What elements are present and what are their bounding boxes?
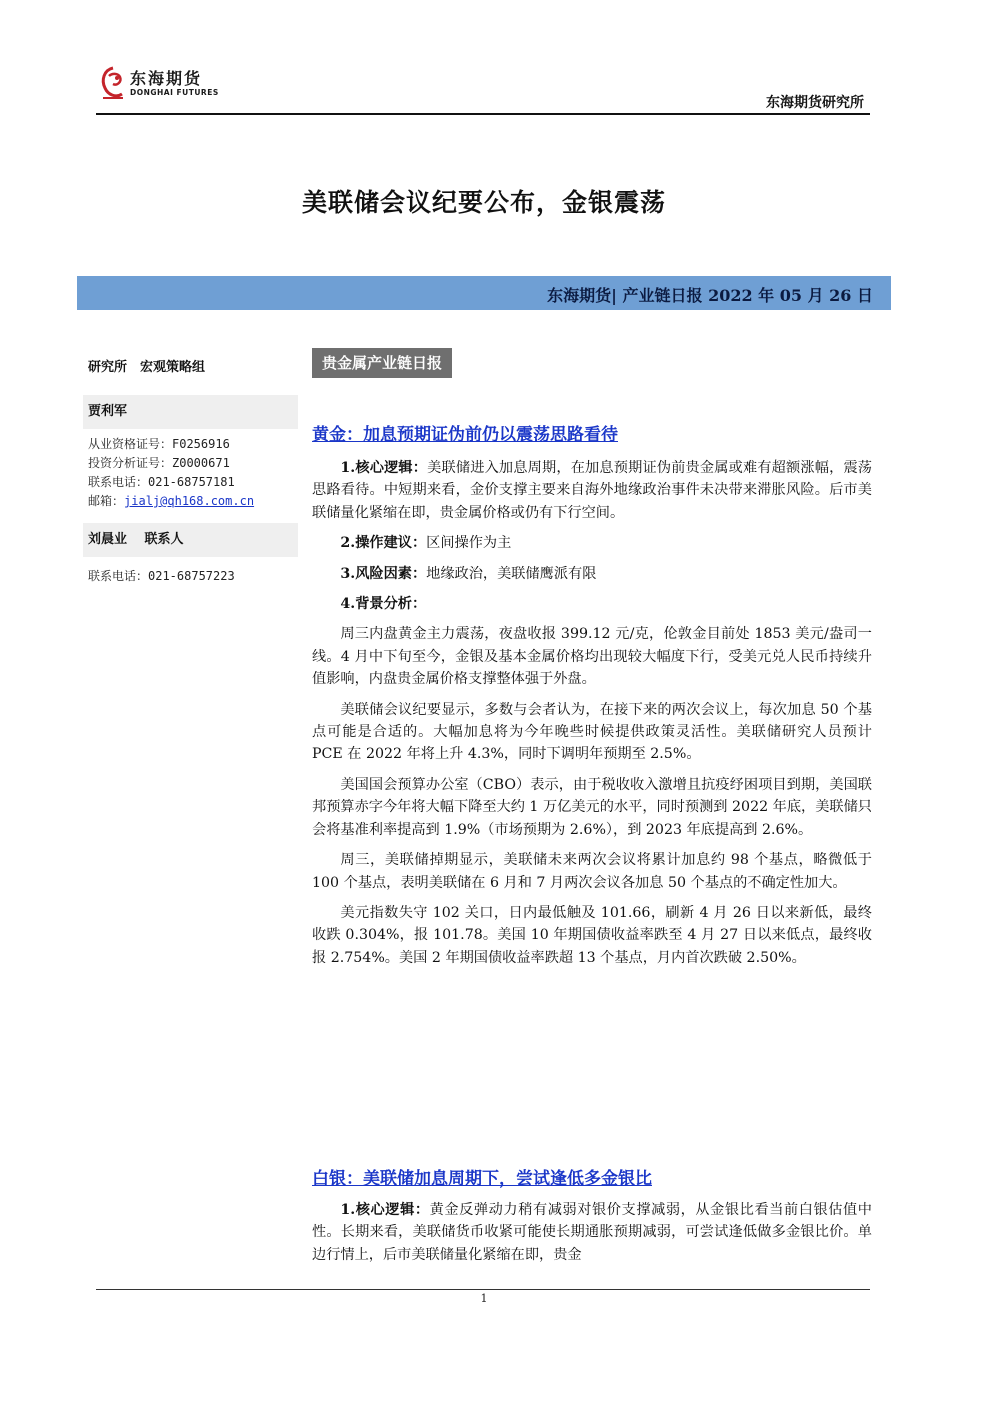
gold-advice-label: 2.操作建议： <box>340 535 427 552</box>
gold-background-para-5: 美元指数失守 102 关口，日内最低触及 101.66，刷新 4 月 26 日以来新低，最终收跌 0.304%，报 101.78。美国 10 年期国债收益率跌至 4 月 27 日以来低点，最终收报 2.754%。美国 2 年期国债收益率跌超 13 个基点，月内首次跌破 2.50%。 <box>312 904 872 966</box>
analyst2-name: 刘晨业 联系人 <box>83 523 298 557</box>
email-label: 邮箱： <box>88 494 125 508</box>
silver-section <box>312 1164 872 1274</box>
gold-background-label: 4.背景分析： <box>340 596 427 613</box>
gold-advice <box>312 532 872 554</box>
gold-advice-text: 区间操作为主 <box>426 535 512 552</box>
logo-cn-text: 东海期货 <box>130 69 203 88</box>
logo-en-text: DONGHAI FUTURES <box>130 88 219 97</box>
document-title: 美联储会议纪要公布，金银震荡 <box>301 188 666 217</box>
report-banner <box>77 276 891 310</box>
gold-core-logic-label: 1.核心逻辑： <box>340 460 428 476</box>
institute-name: 东海期货研究所 <box>766 95 864 111</box>
gold-risk <box>312 563 872 585</box>
analyst1-name: 贾利军 <box>83 395 298 429</box>
footer-divider <box>96 1289 870 1290</box>
gold-background-para-1: 周三内盘黄金主力震荡，夜盘收报 399.12 元/克，伦敦金目前处 1853 美元/盎司一线。4 月中下旬至今，金银及基本金属价格均出现较大幅度下行，受美元兑人民币持续升值影响，内盘贵金属价格支撑整体强于外盘。 <box>312 626 872 688</box>
section-tag: 贵金属产业链日报 <box>312 348 452 378</box>
gold-heading: 黄金：加息预期证伪前仍以震荡思路看待 <box>312 425 618 445</box>
silver-heading: 白银：美联储加息周期下，尝试逢低多金银比 <box>312 1169 652 1189</box>
gold-core-logic-text: 美联储进入加息周期，在加息预期证伪前贵金属或难有超额涨幅，震荡思路看待。中短期来看，金价支撑主要来自海外地缘政治事件未决带来滞胀风险。后市美联储量化紧缩在即，贵金属价格或仍有下行空间。 <box>312 460 872 521</box>
analyst1-email-link[interactable]: jialj@qh168.com.cn <box>124 494 255 508</box>
silver-core-logic-label: 1.核心逻辑： <box>340 1202 430 1218</box>
analyst1-email-row <box>88 492 298 511</box>
gold-background-para-3: 美国国会预算办公室（CBO）表示，由于税收收入激增且抗疫纾困项目到期，美国联邦预算赤字今年将大幅下降至大约 1 万亿美元的水平，同时预测到 2022 年底，美联储只会将基准利率提高到 1.9%（市场预期为 2.6%），到 2023 年底提高到 2.6%。 <box>312 776 872 838</box>
gold-section <box>312 420 872 977</box>
page-number: 1 <box>480 1292 488 1305</box>
company-logo <box>98 64 258 108</box>
gold-background-para-4: 周三，美联储掉期显示，美联储未来两次会议将累计加息约 98 个基点，略微低于 100 个基点，表明美联储在 6 月和 7 月两次会议各加息 50 个基点的不确定性加大。 <box>312 852 872 891</box>
research-group: 研究所 宏观策略组 <box>88 360 206 375</box>
silver-core-logic-text: 黄金反弹动力稍有减弱对银价支撑减弱，从金银比看当前白银估值中性。长期来看，美联储货币收紧可能使长期通胀预期减弱，可尝试逢低做多金银比价。单边行情上，后市美联储量化紧缩在即，贵金 <box>312 1202 872 1263</box>
analyst1-phone: 联系电话：021-68757181 <box>88 475 235 489</box>
gold-background-para-2: 美联储会议纪要显示，多数与会者认为，在接下来的两次会议上，每次加息 50 个基点可能是合适的。大幅加息将为今年晚些时候提供政策灵活性。美联储研究人员预计 PCE 在 2022 年将上升 4.3%，同时下调明年预期至 2.5%。 <box>312 701 872 763</box>
banner-text: 东海期货| 产业链日报 2022 年 05 月 26 日 <box>547 286 873 305</box>
silver-core-logic <box>312 1199 872 1266</box>
header-divider <box>96 113 870 115</box>
gold-risk-text: 地缘政治，美联储鹰派有限 <box>426 565 597 582</box>
gold-risk-label: 3.风险因素： <box>340 565 427 582</box>
analyst2-phone: 联系电话：021-68757223 <box>88 569 235 583</box>
gold-core-logic <box>312 457 872 524</box>
analyst1-qualification: 从业资格证号：F0256916 <box>88 437 230 451</box>
dragon-logo-icon <box>98 64 128 104</box>
analyst-sidebar <box>88 355 298 586</box>
gold-background-label-row <box>312 593 872 615</box>
analyst1-license: 投资分析证号：Z0000671 <box>88 456 230 470</box>
